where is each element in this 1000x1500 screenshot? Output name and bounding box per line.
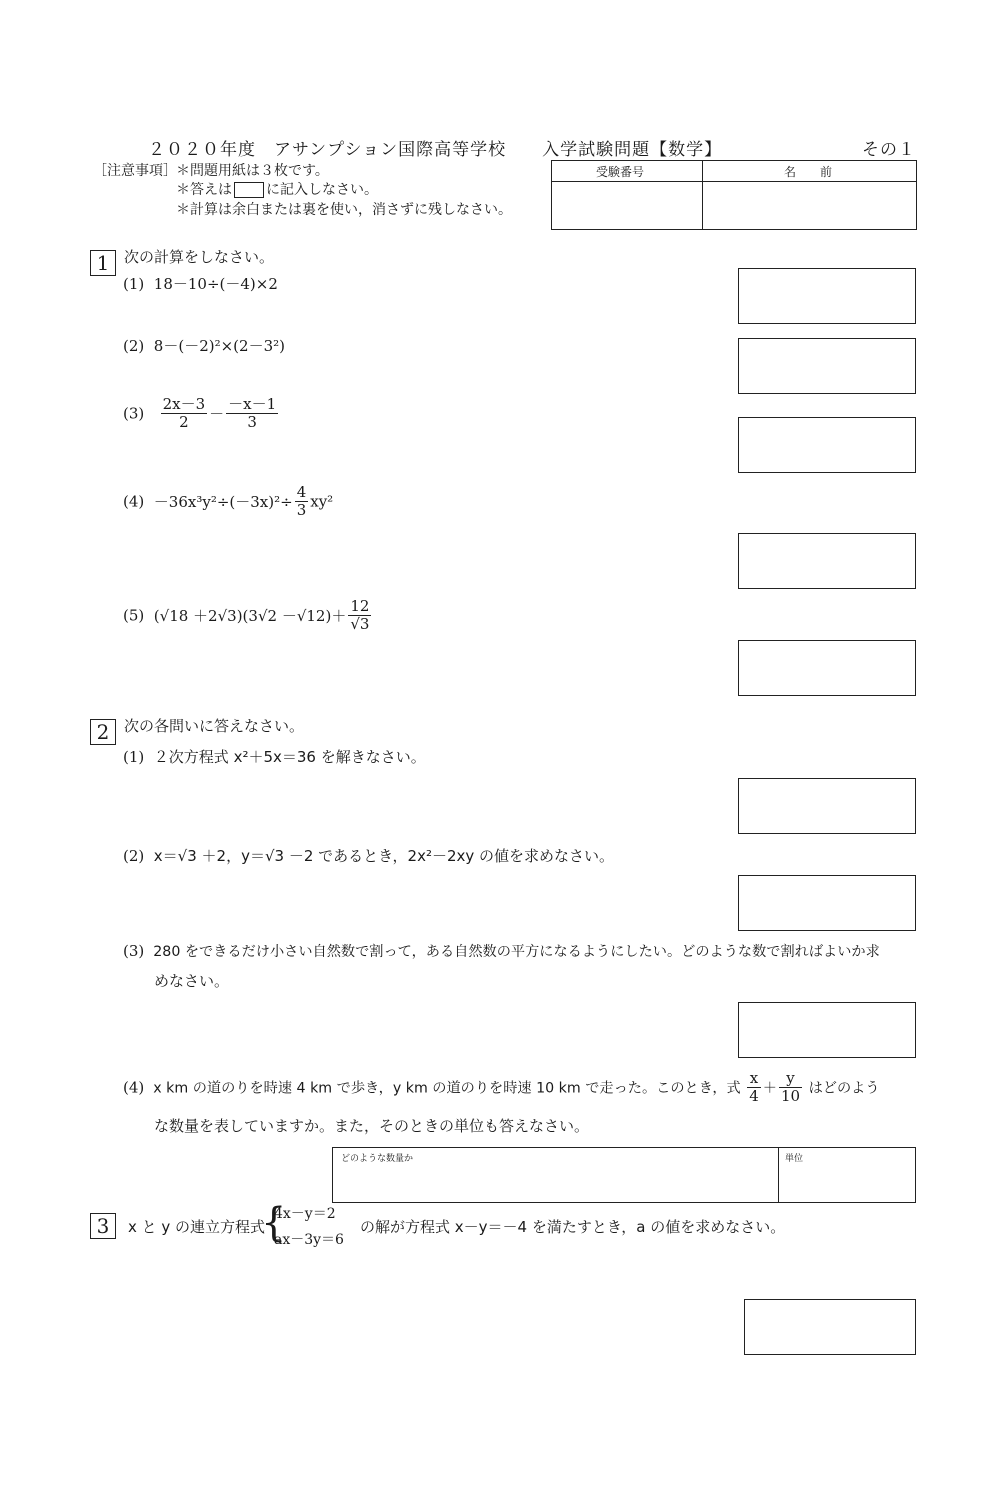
q1-4-post: xy² xyxy=(310,492,334,511)
q1-4-f-num: 4 xyxy=(296,483,307,501)
q1-3-f1-num: 2x－3 xyxy=(162,395,206,413)
answer-box-sample xyxy=(234,182,264,198)
q3-eq1: 4x－y＝2 xyxy=(274,1206,336,1222)
q2-item-2 xyxy=(123,845,614,866)
note-1: ＊問題用紙は３枚です。 xyxy=(176,163,329,179)
q2-4-unit-field[interactable] xyxy=(783,1164,911,1198)
q3-eq2: ax－3y＝6 xyxy=(274,1232,344,1248)
q1-5-fraction xyxy=(348,598,371,633)
q2-item-3 xyxy=(123,941,880,961)
q2-4-answer-table xyxy=(332,1147,916,1203)
q2-4-num: (4) xyxy=(123,1078,145,1097)
q1-4-fraction xyxy=(295,484,309,519)
q1-3-answer-box[interactable] xyxy=(738,417,916,473)
q2-2-answer-box[interactable] xyxy=(738,875,916,931)
q2-3-answer-box[interactable] xyxy=(738,1002,916,1058)
note-2 xyxy=(176,179,378,199)
q2-4-label-what: どのような数量か xyxy=(341,1154,414,1164)
note-3: ＊計算は余白または裏を使い，消さずに残しなさい。 xyxy=(176,202,512,218)
q1-item-4 xyxy=(123,484,333,519)
page-indicator: その１ xyxy=(862,140,916,160)
q1-item-5 xyxy=(123,598,373,633)
q2-4-line1-post: はどのよう xyxy=(808,1080,880,1097)
name-label: 名 前 xyxy=(784,165,833,179)
q2-3-line2: めなさい。 xyxy=(154,972,230,990)
q1-1-answer-box[interactable] xyxy=(738,268,916,324)
question-2-number: 2 xyxy=(90,719,116,745)
q1-4-f-den: 3 xyxy=(296,501,307,519)
q2-4-f1-num: x xyxy=(747,1070,761,1088)
q1-3-fraction-1 xyxy=(161,396,208,431)
q1-1-expr: 18－10÷(－4)×2 xyxy=(153,275,278,293)
q3-post: の解が方程式 x－y＝－4 を満たすとき，a の値を求めなさい。 xyxy=(360,1218,786,1236)
q1-5-f-num: 12 xyxy=(348,598,371,616)
q1-1-num: (1) xyxy=(123,275,145,293)
exam-info-table xyxy=(551,160,917,230)
q1-2-answer-box[interactable] xyxy=(738,338,916,394)
question-1-number: 1 xyxy=(90,250,116,276)
q2-item-4 xyxy=(123,1070,880,1105)
q2-1-text: ２次方程式 x²＋5x＝36 を解きなさい。 xyxy=(153,748,426,766)
q2-item-1 xyxy=(123,746,426,767)
q1-4-answer-box[interactable] xyxy=(738,533,916,589)
q3-answer-box[interactable] xyxy=(744,1299,916,1355)
q2-4-fraction-2 xyxy=(779,1070,802,1105)
q2-1-num: (1) xyxy=(123,748,145,766)
q1-item-2 xyxy=(123,335,285,356)
q2-4-quantity-field[interactable] xyxy=(337,1164,773,1198)
q2-1-answer-box[interactable] xyxy=(738,778,916,834)
q2-2-text: x＝√3 ＋2，y＝√3 －2 であるとき，2x²－2xy の値を求めなさい。 xyxy=(153,847,615,865)
q1-3-num: (3) xyxy=(123,404,145,423)
q2-2-num: (2) xyxy=(123,847,145,865)
q1-3-fraction-2 xyxy=(226,396,278,431)
q2-4-line2: な数量を表していますか。また，そのときの単位も答えなさい。 xyxy=(154,1117,590,1135)
q2-4-plus: ＋ xyxy=(762,1080,777,1097)
q1-4-num: (4) xyxy=(123,492,145,511)
exam-number-label: 受験番号 xyxy=(596,165,645,179)
q1-5-answer-box[interactable] xyxy=(738,640,916,696)
q2-3-line1: 280 をできるだけ小さい自然数で割って，ある自然数の平方になるようにしたい。どのような数で割ればよいか求 xyxy=(153,944,880,960)
q2-4-f2-num: y xyxy=(779,1070,802,1088)
q2-4-label-unit: 単位 xyxy=(785,1154,804,1164)
q1-2-expr: 8－(－2)²×(2－3²) xyxy=(153,337,285,355)
exam-title: ２０２０年度 アサンプション国際高等学校 入学試験問題【数学】 xyxy=(148,140,723,160)
system-brace: { xyxy=(261,1200,287,1246)
q1-3-f1-den: 2 xyxy=(179,413,189,431)
question-3-number: 3 xyxy=(90,1213,116,1239)
q1-4-pre: －36x³y²÷(－3x)²÷ xyxy=(153,493,293,511)
q1-5-f-den: √3 xyxy=(350,615,370,633)
question-1-instruction: 次の計算をしなさい。 xyxy=(124,248,275,266)
q2-4-f2-den: 10 xyxy=(780,1087,801,1105)
question-2-instruction: 次の各問いに答えなさい。 xyxy=(124,717,305,735)
exam-number-field[interactable] xyxy=(554,184,698,226)
q2-3-num: (3) xyxy=(123,942,145,960)
q1-3-op: － xyxy=(209,405,225,423)
q1-2-num: (2) xyxy=(123,337,145,355)
q2-4-line1-pre: x km の道のりを時速 4 km で歩き，y km の道のりを時速 10 km で走った。このとき，式 xyxy=(153,1080,741,1097)
q1-3-f2-num: －x－1 xyxy=(228,395,277,413)
q2-4-fraction-1 xyxy=(747,1070,761,1105)
q1-item-3 xyxy=(123,396,280,431)
q2-4-f1-den: 4 xyxy=(749,1087,759,1105)
note-2-pre: ＊答えは xyxy=(176,182,232,198)
name-field[interactable] xyxy=(706,184,914,226)
q1-5-pre: (√18 ＋2√3)(3√2 －√12)＋ xyxy=(153,607,347,625)
note-2-post: に記入しなさい。 xyxy=(266,182,378,198)
q1-item-1 xyxy=(123,273,278,294)
q1-5-num: (5) xyxy=(123,606,145,625)
q1-3-f2-den: 3 xyxy=(247,413,257,431)
q3-pre: x と y の連立方程式 xyxy=(128,1218,266,1236)
notes-label: ［注意事項］ xyxy=(93,163,177,179)
